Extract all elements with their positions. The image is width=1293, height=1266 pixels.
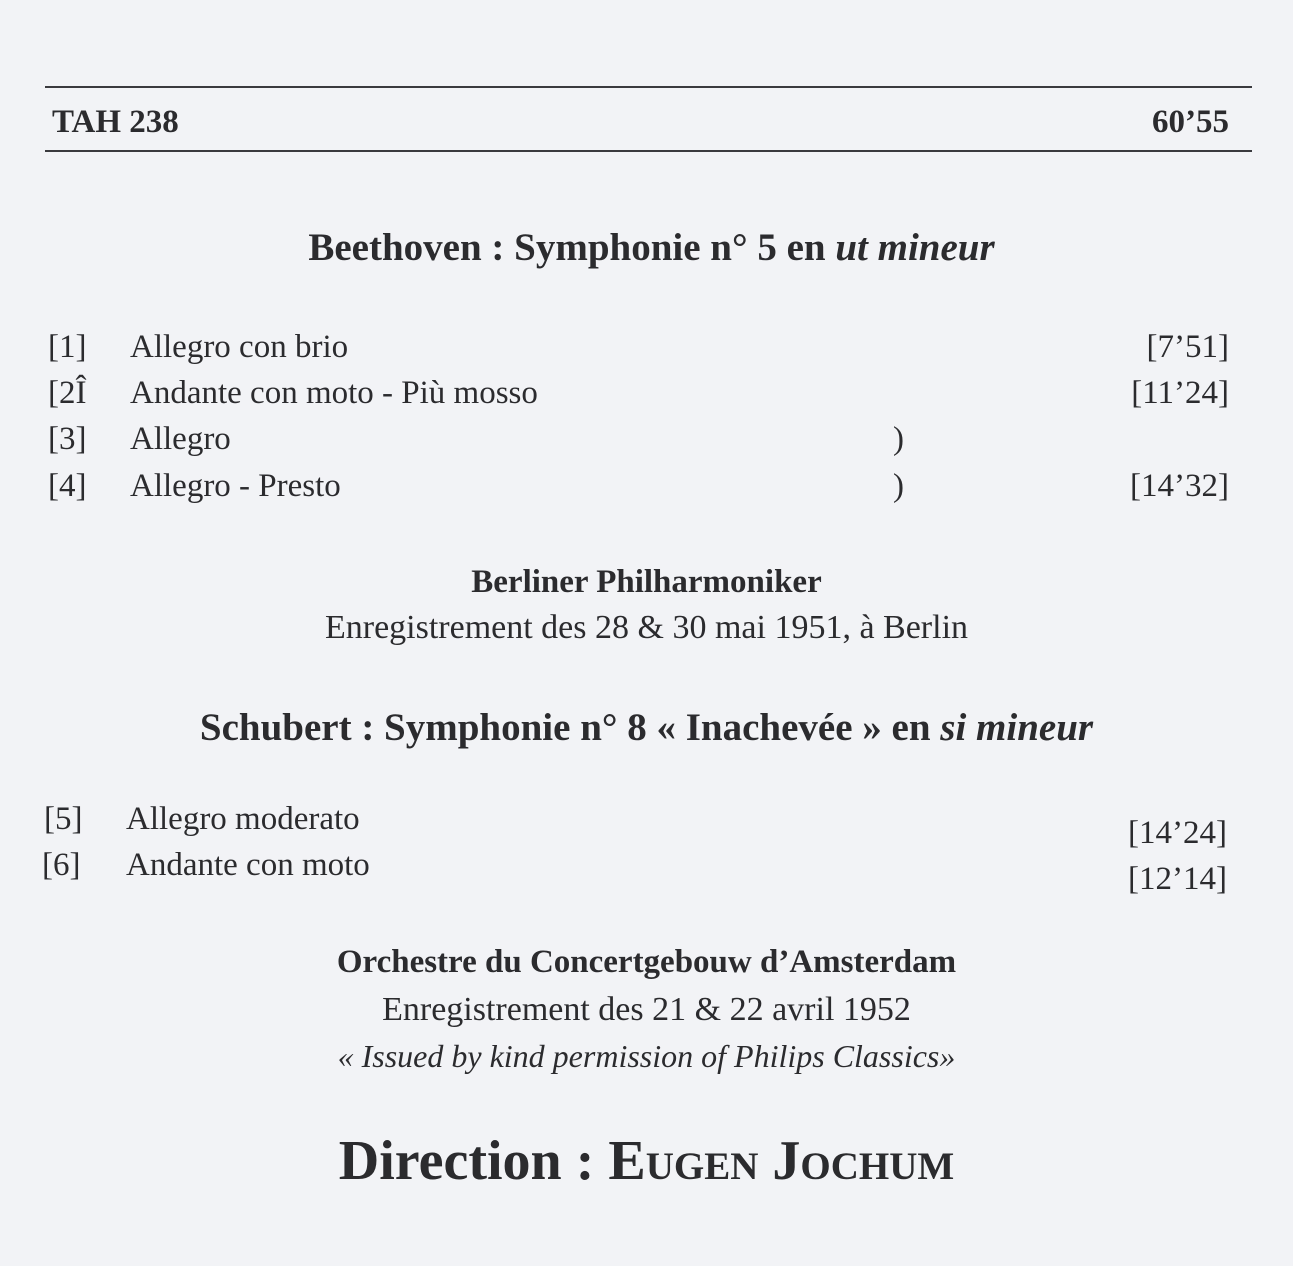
header-rule-bottom — [45, 150, 1252, 152]
schubert-recording-info: Enregistrement des 21 & 22 avril 1952 — [382, 991, 911, 1028]
track-group-bracket: ) — [893, 421, 904, 457]
schubert-title-main: Schubert : Symphonie n° 8 « Inachevée » en — [199, 706, 941, 749]
schubert-work-title — [0, 704, 1293, 752]
total-duration: 60’55 — [1152, 104, 1229, 140]
beethoven-recording-info: Enregistrement des 28 & 30 mai 1951, à Berlin — [324, 609, 969, 646]
track-name: Allegro — [130, 421, 231, 457]
schubert-orchestra: Orchestre du Concertgebouw d’Amsterdam — [336, 944, 957, 980]
track-name: Allegro - Presto — [130, 468, 341, 504]
track-duration: [11’24] — [1131, 375, 1229, 411]
track-name: Allegro con brio — [130, 329, 349, 365]
track-row — [0, 370, 1293, 416]
track-number: [4] — [48, 468, 87, 504]
track-row — [0, 463, 1293, 509]
conductor-name: Eugen Jochum — [608, 1130, 955, 1192]
track-name: Allegro moderato — [126, 801, 360, 837]
beethoven-title-main: Beethoven : Symphonie n° 5 en — [308, 226, 836, 269]
track-number: [6] — [42, 847, 81, 883]
track-number: [5] — [44, 801, 83, 837]
schubert-title-key: si mineur — [940, 706, 1094, 749]
track-name: Andante con moto - Più mosso — [130, 375, 538, 411]
conductor-credit — [0, 1126, 1293, 1196]
track-duration: [14’24] — [1128, 815, 1227, 851]
track-row — [0, 324, 1293, 370]
track-number: [2Î — [48, 375, 87, 411]
header-rule-top — [45, 86, 1252, 88]
track-duration: [7’51] — [1146, 329, 1229, 365]
track-duration: [12’14] — [1128, 861, 1227, 897]
beethoven-title-key: ut mineur — [835, 226, 995, 269]
direction-label: Direction : — [338, 1130, 609, 1192]
track-number: [3] — [48, 421, 87, 457]
track-row — [0, 796, 1293, 851]
track-duration: [14’32] — [1130, 468, 1229, 504]
track-group-bracket: ) — [893, 468, 904, 504]
catalog-number: TAH 238 — [52, 104, 179, 140]
track-row — [0, 842, 1293, 897]
track-row — [0, 416, 1293, 462]
track-number: [1] — [48, 329, 87, 365]
beethoven-work-title — [0, 224, 1293, 272]
permission-note: « Issued by kind permission of Philips Classics» — [337, 1038, 956, 1074]
track-name: Andante con moto — [126, 847, 370, 883]
beethoven-orchestra: Berliner Philharmoniker — [471, 564, 822, 600]
